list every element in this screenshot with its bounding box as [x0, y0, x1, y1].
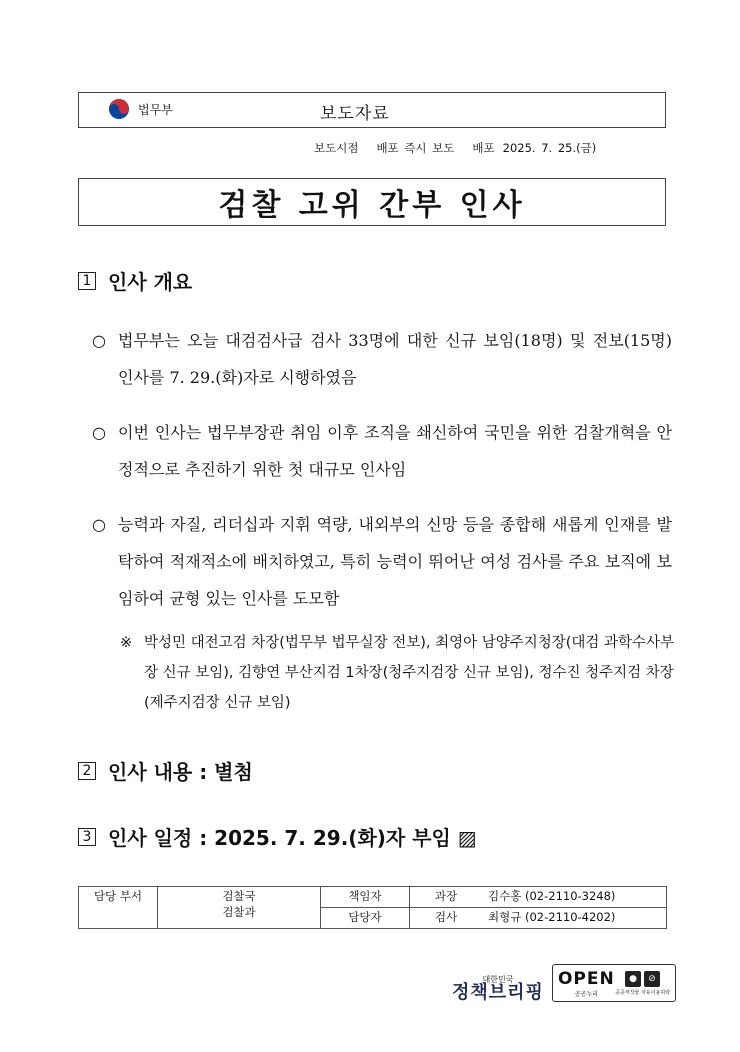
license-icons: [625, 971, 660, 987]
bullet-item: [92, 322, 672, 396]
release-info: [314, 140, 614, 156]
section-number: 1: [78, 272, 96, 290]
section-number: 3: [78, 828, 96, 846]
section-title: 인사 내용 : 별첨: [108, 760, 253, 784]
note: [120, 628, 675, 718]
policy-briefing-logo: [452, 976, 544, 1002]
doc-type: 보도자료: [320, 104, 390, 124]
ministry-logo: [108, 98, 173, 120]
open-sub2: 공공저작물 자유이용허락: [615, 989, 670, 996]
title-cell: 검사: [410, 908, 483, 929]
dept-cell: [158, 887, 321, 929]
distribution-date: 2025. 7. 25.(금): [502, 141, 597, 155]
kogl-open-badge: [552, 964, 676, 1002]
contact-table: [78, 886, 667, 929]
section-heading-3: [78, 822, 477, 851]
no-commercial-icon: ⊘: [644, 971, 660, 987]
bullet-item: [92, 414, 672, 488]
person-cell: 김수홍 (02-2110-3248): [482, 887, 667, 908]
bullet-marker: ○: [92, 423, 106, 442]
open-right: [615, 971, 670, 996]
release-value: 배포 즉시 보도: [376, 141, 455, 155]
open-word: OPEN: [557, 968, 615, 989]
section-heading-1: [78, 266, 192, 295]
taeguk-emblem-icon: [108, 98, 130, 120]
role-cell: 담당자: [321, 908, 410, 929]
bullet-text: 능력과 자질, 리더십과 지휘 역량, 내외부의 신망 등을 종합해 새롭게 인재를 발탁하여 적재적소에 배치하였고, 특히 능력이 뛰어난 여성 검사를 주요 보직에 보임하여 균형 있는 인사를 도모함: [118, 515, 672, 608]
attribution-icon: ●: [625, 971, 641, 987]
bullet-item: [92, 506, 672, 617]
dept-label: 담당 부서: [79, 887, 158, 929]
bullet-text: 법무부는 오늘 대검검사급 검사 33명에 대한 신규 보임(18명) 및 전보(15명) 인사를 7. 29.(화)자로 시행하였음: [118, 331, 672, 387]
open-sub: 공공누리: [574, 990, 598, 998]
open-left: [558, 969, 615, 998]
section-heading-2: [78, 756, 253, 785]
note-text: 박성민 대전고검 차장(법무부 법무실장 전보), 최영아 남양주지청장(대검 과학수사부장 신규 보임), 김향연 부산지검 1차장(청주지검장 신규 보임), 정수진 청주지검 차장(제주지검장 신규 보임): [144, 635, 675, 711]
bullet-text: 이번 인사는 법무부장관 취임 이후 조직을 쇄신하여 국민을 위한 검찰개혁을 안정적으로 추진하기 위한 첫 대규모 인사임: [118, 423, 672, 479]
table-row: [79, 887, 667, 908]
page-title: 검찰 고위 간부 인사: [78, 178, 666, 226]
brief-small-text: 대한민국: [482, 975, 514, 984]
ministry-name: 법무부: [138, 102, 173, 117]
bullet-marker: ○: [92, 331, 106, 350]
note-marker: ※: [120, 635, 133, 651]
role-cell: 책임자: [321, 887, 410, 908]
title-cell: 과장: [410, 887, 483, 908]
section-title: 인사 일정 : 2025. 7. 29.(화)자 부임 ▨: [108, 826, 477, 850]
brief-big-text: 정책브리핑: [452, 982, 544, 1003]
division-name: 검찰과: [222, 905, 256, 919]
section-number: 2: [78, 762, 96, 780]
release-label: 보도시점: [314, 141, 359, 155]
distribution-label: 배포: [472, 141, 495, 155]
person-cell: 최형규 (02-2110-4202): [482, 908, 667, 929]
footer-logos: [452, 964, 676, 1002]
bullet-marker: ○: [92, 515, 106, 534]
bureau-name: 검찰국: [222, 889, 256, 903]
section-title: 인사 개요: [108, 270, 193, 294]
